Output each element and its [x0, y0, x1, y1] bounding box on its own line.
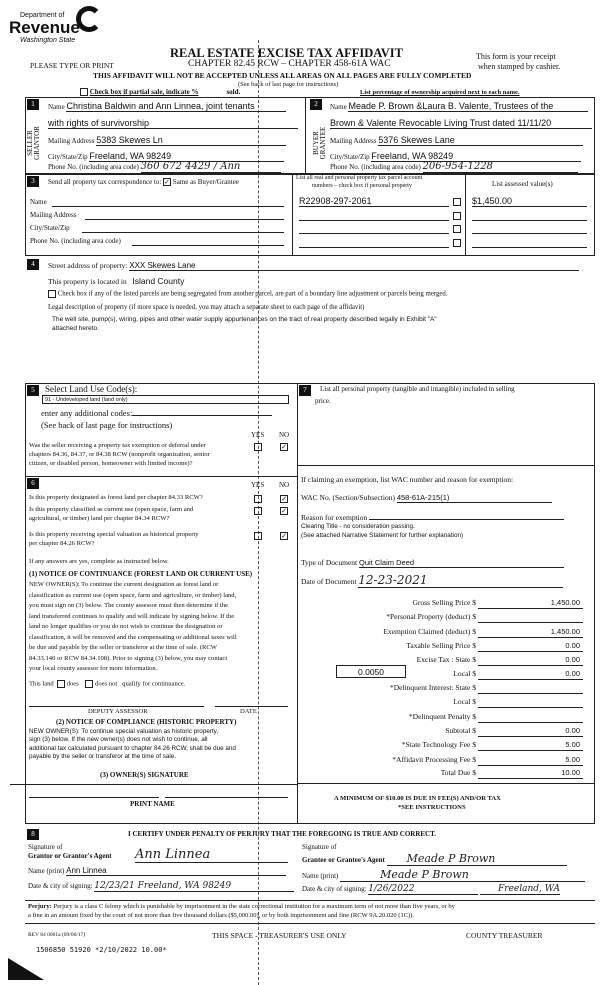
notice-continuance-line: 84.33.140 or RCW 84.34.108). Prior to signing (3) below, you may contact — [29, 654, 228, 662]
legal-label: Legal description of property (if more space is needed, you may attach a separate sheet to each page of the affidavit) — [48, 304, 365, 311]
divider — [465, 174, 466, 256]
fee-field[interactable] — [478, 651, 583, 652]
divider — [297, 783, 594, 784]
perjury-line-1 — [28, 903, 455, 910]
does-checkbox[interactable] — [57, 680, 65, 688]
perjury-text-2: a fine in an amount fixed by the court of not more than five thousand dollars ($5,000.00), or by both imprisonment and fine (RCW 9A.20.020 (1C)). — [28, 912, 415, 919]
send-label: Send all property tax correspondence to: — [48, 178, 162, 186]
parcel-field-4[interactable] — [299, 247, 449, 248]
warning: THIS AFFIDAVIT WILL NOT BE ACCEPTED UNLESS ALL AREAS ON ALL PAGES ARE FULLY COMPLETED — [93, 71, 472, 80]
buyer-name-field[interactable]: Meade P. Brown &Laura B. Valente, Trustees of the — [348, 101, 588, 112]
county-treasurer-label: COUNTY TREASURER — [466, 931, 543, 940]
please-type: PLEASE TYPE OR PRINT — [30, 61, 114, 70]
notice-continuance-line: your local county assessor for more information. — [29, 665, 158, 672]
fee-value[interactable]: 0.00 — [565, 641, 580, 650]
sec3-phone-label: Phone No. (including area code) — [30, 237, 121, 245]
treasurer-only-label: THIS SPACE - TREASURER'S USE ONLY — [212, 931, 347, 940]
owner-signature-line[interactable] — [10, 784, 297, 785]
sold-label: sold. — [226, 88, 241, 96]
personal-property-checkbox-2[interactable] — [453, 212, 461, 220]
section-6-number: 6 — [27, 478, 39, 489]
exemption-question-1: Was the seller receiving a property tax exemption or deferral under — [29, 442, 206, 449]
doc-date-row — [301, 573, 563, 588]
grantee-name-field[interactable]: Meade P Brown — [340, 868, 585, 882]
qualify-label: qualify for continuance. — [122, 680, 186, 688]
historic-no-checkbox[interactable]: ✓ — [281, 532, 287, 540]
additional-codes-row — [41, 408, 272, 418]
fee-value[interactable]: 5.00 — [565, 740, 580, 749]
seller-name-label: Name — [48, 103, 65, 111]
seller-name-field[interactable]: Christina Baldwin and Ann Linnea, joint tenants — [66, 101, 286, 112]
wac-row — [301, 493, 552, 503]
notice-compliance-line: sign (3) below. If the new owner(s) does not wish to continue, all — [29, 736, 208, 744]
this-land-label: This land — [29, 680, 54, 688]
divider — [25, 923, 595, 924]
assessor-date-label: DATE — [240, 708, 257, 715]
fee-label: Total Due $ — [440, 768, 476, 777]
fee-label: *Affidavit Processing Fee $ — [392, 755, 476, 764]
logo-state: Washington State — [20, 37, 76, 44]
assessed-value-field-4[interactable] — [472, 247, 587, 248]
section-3-number: 3 — [27, 176, 39, 187]
seller-name-field-2[interactable]: with rights of survivorship — [48, 118, 298, 129]
sec3-city-label: City/State/Zip — [30, 224, 70, 232]
segregate-checkbox[interactable] — [48, 290, 56, 298]
divider — [594, 383, 595, 823]
perjury-text-1: Perjury is a class C felony which is punishable by imprisonment in the state correctional institution for a maximum term of not more than five years, or by — [51, 903, 455, 910]
sec3-name-field[interactable] — [52, 206, 284, 207]
assessed-value-field-2[interactable] — [472, 220, 587, 221]
exemption-question-3: citizen, or disabled person, homeowner with limited income)? — [29, 460, 193, 467]
owner-signature-title: (3) OWNER(S) SIGNATURE — [100, 771, 189, 779]
grantee-name-label: Name (print) — [302, 872, 339, 880]
reason-text-1[interactable]: Clearing Title - no consideration passing. — [301, 523, 415, 530]
buyer-name-field-2[interactable]: Brown & Valente Revocable Living Trust dated 11/11/20 — [330, 118, 592, 129]
county-field[interactable]: Island County — [132, 276, 185, 286]
see-back: (See back of last page for instructions) — [238, 81, 339, 88]
receipt-note-1: This form is your receipt — [476, 52, 556, 61]
segregate-label: Check box if any of the listed parcels are being segregated from another parcel, are part of a boundary line adjustment or parcels being merged. — [57, 290, 448, 298]
minimum-due-note: A MINIMUM OF $10.00 IS DUE IN FEE(S) AND/OR TAX — [334, 795, 501, 802]
deputy-assessor-signature-line[interactable] — [29, 706, 204, 707]
grantee-sig-row — [302, 852, 567, 866]
corner-triangle — [8, 958, 44, 980]
reason-field[interactable] — [369, 513, 564, 520]
grantee-date-row — [302, 884, 560, 895]
personal-property-checkbox-3[interactable] — [453, 225, 461, 233]
notice-continuance-line: NEW OWNER(S): To continue the current designation as forest land or — [29, 581, 219, 588]
land-use-label: Select Land Use Code(s): — [45, 384, 138, 394]
fee-value[interactable]: 5.00 — [565, 755, 580, 764]
seller-phone-field[interactable]: 360 672 4429 / Ann — [141, 161, 281, 173]
seller-phone-label: Phone No. (including area code) — [48, 163, 139, 171]
notice-continuance-text — [29, 580, 237, 675]
logo-mark-icon — [76, 6, 102, 32]
doc-type-row — [301, 558, 564, 568]
grantee-sig-label-2: Grantee or Grantee's Agent — [302, 856, 385, 864]
grantor-sig-label-2: Grantor or Grantor's Agent — [28, 852, 112, 860]
land-use-select[interactable]: 91 - Undeveloped land (land only) — [42, 395, 289, 404]
form-revision: REV 84 0001a (09/06/17) — [28, 932, 86, 938]
see-instructions-note: *SEE INSTRUCTIONS — [398, 804, 466, 811]
fee-field[interactable] — [478, 665, 583, 666]
street-field[interactable]: XXX Skewes Lane — [129, 261, 579, 271]
grantor-date-label: Date & city of signing: — [28, 882, 93, 890]
land-use-see-back: (See back of last page for instructions) — [41, 420, 173, 430]
legal-description-2[interactable]: attached hereto. — [52, 325, 99, 332]
grantor-name-row — [28, 866, 286, 876]
continuance-row — [29, 680, 185, 688]
buyer-city-field[interactable]: Freeland, WA 98249 — [371, 151, 581, 162]
fee-field[interactable] — [478, 765, 583, 766]
divider — [25, 383, 26, 823]
fee-value[interactable]: 1,450.00 — [550, 598, 580, 607]
partial-sale — [80, 88, 240, 96]
assessor-date-line[interactable] — [215, 706, 288, 707]
reason-label: Reason for exemption — [301, 513, 368, 522]
receipt-note-2: when stamped by cashier. — [478, 62, 561, 71]
fee-label: *Personal Property (deduct) $ — [386, 612, 476, 621]
dor-logo — [6, 4, 106, 46]
buyer-phone-row — [330, 161, 578, 173]
partial-sale-label: Check box if partial sale, indicate % — [89, 88, 199, 96]
fee-label: Taxable Selling Price $ — [406, 641, 476, 650]
fee-label: Subtotal $ — [445, 726, 476, 735]
grantor-signature[interactable]: Ann Linnea — [135, 847, 288, 863]
buyer-city-label: City/State/Zip — [330, 153, 370, 161]
perjury-label: Perjury: — [28, 903, 52, 910]
personal-property-label-1: List all personal property (tangible and intangible) included in selling — [320, 385, 515, 393]
value-header: List assessed value(s) — [492, 180, 553, 188]
notice-continuance-title: (1) NOTICE OF CONTINUANCE (FOREST LAND OR CURRENT USE) — [29, 570, 253, 578]
deputy-assessor-label: DEPUTY ASSESSOR — [88, 708, 148, 715]
additional-codes-field[interactable] — [132, 408, 272, 416]
notice-compliance-line: payable by the seller or transferor at the time of sale. — [29, 753, 177, 761]
wac-label: WAC No. (Section/Subsection) — [301, 493, 395, 502]
partial-sale-checkbox[interactable] — [80, 88, 88, 96]
doc-type-label: Type of Document — [301, 558, 358, 567]
form-title: REAL ESTATE EXCISE TAX AFFIDAVIT — [170, 46, 403, 60]
if-yes-instruction: If any answers are yes, complete as instructed below. — [29, 558, 169, 565]
buyer-phone-field[interactable]: 206-954-1228 — [423, 161, 578, 173]
personal-property-checkbox-1[interactable] — [453, 198, 461, 206]
parcel-header-2: numbers – check box if personal property — [312, 183, 412, 189]
fee-field[interactable] — [478, 736, 583, 737]
reason-text-2[interactable]: (See attached Narrative Statement for further explanation) — [301, 532, 464, 539]
does-not-label: does not — [95, 680, 118, 688]
buyer-side-label: BUYER GRANTEE — [312, 126, 327, 160]
doc-date-field[interactable]: 12-23-2021 — [358, 573, 563, 588]
divider — [25, 900, 595, 901]
buyer-mail-row — [330, 135, 583, 146]
chapter-line: CHAPTER 82.45 RCW – CHAPTER 458-61A WAC — [188, 59, 391, 69]
seller-mail-row — [48, 135, 286, 146]
parcel-field-1[interactable]: R22908-297-2061 — [299, 196, 449, 207]
print-name-line-1[interactable] — [29, 797, 159, 798]
fee-label: Local $ — [453, 697, 476, 706]
fee-label: *State Technology Fee $ — [401, 740, 476, 749]
section-1-number: 1 — [27, 99, 39, 110]
sec5-no-header: NO — [279, 431, 290, 439]
current-use-question-1: Is this property classified as current use (open space, farm and — [29, 506, 194, 513]
parcel-field-3[interactable] — [299, 233, 449, 234]
grantee-signature[interactable]: Meade P Brown — [387, 852, 567, 866]
fee-label: Local $ — [453, 669, 476, 678]
fee-value[interactable]: 10.00 — [561, 768, 580, 777]
notice-continuance-line: land no longer qualifies or you do not wish to continue the designation or — [29, 623, 223, 630]
fee-value[interactable]: 0.00 — [565, 726, 580, 735]
exemption-question-2: chapters 84.36, 84.37, or 84.38 RCW (nonprofit organization, senior — [29, 451, 210, 458]
fee-field[interactable] — [478, 608, 583, 609]
same-as-buyer-label: Same as Buyer/Grantee — [172, 178, 239, 186]
notice-continuance-line: be due and payable by the seller or transferor at the time of sale. (RCW — [29, 644, 218, 651]
legal-description-1[interactable]: The well site, pump(s), wiring, pipes and other water supply appurtenances on the tract of real property described legally in Exhibit "A" — [52, 316, 437, 323]
seller-side-label: SELLER GRANTOR — [26, 126, 41, 160]
fee-field[interactable] — [478, 637, 583, 638]
treasurer-stamp: 1506850 51920 *2/10/2022 10.00* — [36, 946, 167, 954]
notice-continuance-line: you must sign on (3) below. The county assessor must then determine if the — [29, 602, 229, 609]
divider — [25, 476, 297, 477]
seller-mail-label: Mailing Address — [48, 137, 95, 145]
fee-value[interactable]: 0.00 — [565, 655, 580, 664]
seller-city-label: City/State/Zip — [48, 153, 88, 161]
divider — [25, 823, 595, 824]
wac-field[interactable]: 458-61A-215(1) — [397, 493, 552, 503]
historic-question-2: per chapter 84.26 RCW? — [29, 540, 95, 547]
grantee-name-row — [302, 868, 585, 882]
notice-compliance-line: NEW OWNER(S): To continue special valuation as historic property, — [29, 728, 219, 735]
sec6-yes-header: YES — [251, 481, 265, 489]
divider — [292, 174, 293, 256]
doc-type-field[interactable]: Quit Claim Deed — [359, 558, 564, 568]
same-as-buyer-checkbox[interactable]: ✓ — [164, 178, 171, 187]
grantee-date-field[interactable]: 1/26/2022 — [368, 884, 478, 895]
additional-codes-label: enter any additional codes: — [41, 408, 133, 418]
parcel-field-2[interactable] — [299, 220, 449, 221]
forest-land-question: Is this property designated as forest land per chapter 84.33 RCW? — [29, 494, 203, 501]
personal-property-label-2: price. — [315, 397, 331, 405]
seller-phone-row — [48, 161, 281, 173]
fee-label: *Delinquent Penalty $ — [408, 712, 476, 721]
assessed-value-field-3[interactable] — [472, 233, 587, 234]
sec6-no-header: NO — [279, 481, 290, 489]
segregate-row — [48, 290, 448, 298]
section-5-number: 5 — [27, 385, 39, 396]
exemption-yes-checkbox[interactable] — [254, 443, 262, 451]
buyer-phone-label: Phone No. (including area code) — [330, 163, 421, 171]
county-row — [48, 276, 184, 286]
notice-compliance-line: additional tax calculated pursuant to chapter 84.26 RCW, shall be due and — [29, 744, 236, 752]
assessed-value-field-1[interactable]: $1,450.00 — [472, 196, 587, 207]
fee-field[interactable] — [478, 707, 583, 708]
historic-question-1: Is this property receiving special valuation as historical property — [29, 531, 199, 538]
current-use-question-2: agricultural, or timber) land per chapter 84.34 RCW? — [29, 515, 170, 522]
fee-field[interactable] — [478, 679, 583, 680]
exemption-no-checkbox[interactable]: ✓ — [281, 443, 287, 451]
list-percentage: List percentage of ownership acquired next to each name. — [360, 89, 520, 96]
section-8-number: 8 — [27, 829, 39, 840]
fee-field[interactable] — [478, 750, 583, 751]
send-correspondence — [48, 178, 239, 186]
fee-label: *Delinquent Interest: State $ — [389, 683, 476, 692]
seller-mail-field[interactable]: 5383 Skewes Ln — [96, 135, 286, 146]
logo-agency-line: Department of — [20, 12, 65, 19]
divider — [297, 465, 594, 466]
fee-label: Exemption Claimed (deduct) $ — [383, 627, 476, 636]
certify-statement: I CERTIFY UNDER PENALTY OF PERJURY THAT THE FOREGOING IS TRUE AND CORRECT. — [128, 830, 437, 838]
buyer-name-row — [330, 101, 588, 112]
print-name-line-2[interactable] — [165, 797, 288, 798]
fee-field[interactable] — [478, 778, 583, 779]
current-use-yes-checkbox[interactable] — [254, 507, 262, 515]
fee-value[interactable]: 0.00 — [565, 669, 580, 678]
grantor-date-row — [28, 881, 294, 892]
parcel-header-1: List all real and personal property tax parcel account — [296, 175, 423, 181]
print-name-label: PRINT NAME — [130, 800, 175, 808]
sec3-city-field[interactable] — [82, 232, 284, 233]
sec3-mail-label: Mailing Address — [30, 211, 77, 219]
notice-compliance-text — [29, 728, 236, 762]
local-rate-field[interactable]: 0.0050 — [336, 665, 406, 678]
section-4-number: 4 — [27, 259, 39, 270]
street-row — [48, 261, 579, 271]
grantor-date-field[interactable]: 12/23/21 Freeland, WA 98249 — [94, 881, 294, 892]
doc-date-label: Date of Document — [301, 577, 357, 586]
seller-name-row — [48, 101, 286, 112]
does-label: does — [66, 680, 79, 688]
buyer-name-label: Name — [330, 103, 347, 111]
exemption-header: If claiming an exemption, list WAC number and reason for exemption: — [301, 475, 514, 484]
sec3-name-label: Name — [30, 198, 47, 206]
divider — [305, 97, 306, 174]
fee-field[interactable] — [478, 722, 583, 723]
buyer-mail-field[interactable]: 5376 Skewes Lane — [378, 135, 583, 146]
fee-label: Gross Selling Price $ — [412, 598, 476, 607]
notice-continuance-line: classification, it will be removed and the compensating or additional taxes will — [29, 633, 237, 641]
fee-label: Excise Tax : State $ — [416, 655, 476, 664]
grantor-name-field[interactable]: Ann Linnea — [66, 866, 286, 876]
notice-compliance-title: (2) NOTICE OF COMPLIANCE (HISTORIC PROPERTY) — [56, 718, 237, 726]
does-not-checkbox[interactable] — [85, 680, 93, 688]
seller-city-field[interactable]: Freeland, WA 98249 — [89, 151, 284, 162]
current-use-no-checkbox[interactable]: ✓ — [281, 507, 287, 515]
section-7-number: 7 — [299, 385, 311, 396]
section-2-number: 2 — [310, 99, 322, 110]
located-label: This property is located in — [48, 277, 127, 286]
buyer-mail-label: Mailing Address — [330, 137, 377, 145]
reason-row — [301, 513, 564, 522]
logo-agency-name: Revenue — [9, 18, 80, 37]
grantee-date-label: Date & city of signing: — [302, 885, 367, 893]
street-label: Street address of property: — [48, 261, 128, 270]
grantee-sig-label-1: Signature of — [302, 843, 337, 851]
grantee-city-field[interactable]: Freeland, WA — [480, 884, 560, 895]
fee-field[interactable] — [478, 622, 583, 623]
notice-continuance-line: classification as current use (open space, farm and agriculture, or timber) land, — [29, 591, 237, 599]
personal-property-checkbox-4[interactable] — [453, 239, 461, 247]
sec3-mail-field[interactable] — [85, 219, 284, 220]
grantor-name-label: Name (print) — [28, 867, 65, 875]
fee-value[interactable]: 1,450.00 — [550, 627, 580, 636]
sec5-yes-header: YES — [251, 431, 265, 439]
grantor-sig-label-1: Signature of — [28, 843, 63, 851]
fee-field[interactable] — [478, 693, 583, 694]
historic-yes-checkbox[interactable] — [254, 532, 262, 540]
sec3-phone-field[interactable] — [132, 245, 284, 246]
forest-no-checkbox[interactable]: ✓ — [281, 495, 287, 503]
notice-continuance-line: land transferred continues to qualify and will indicate by signing below. If the — [29, 612, 235, 620]
forest-yes-checkbox[interactable] — [254, 495, 262, 503]
